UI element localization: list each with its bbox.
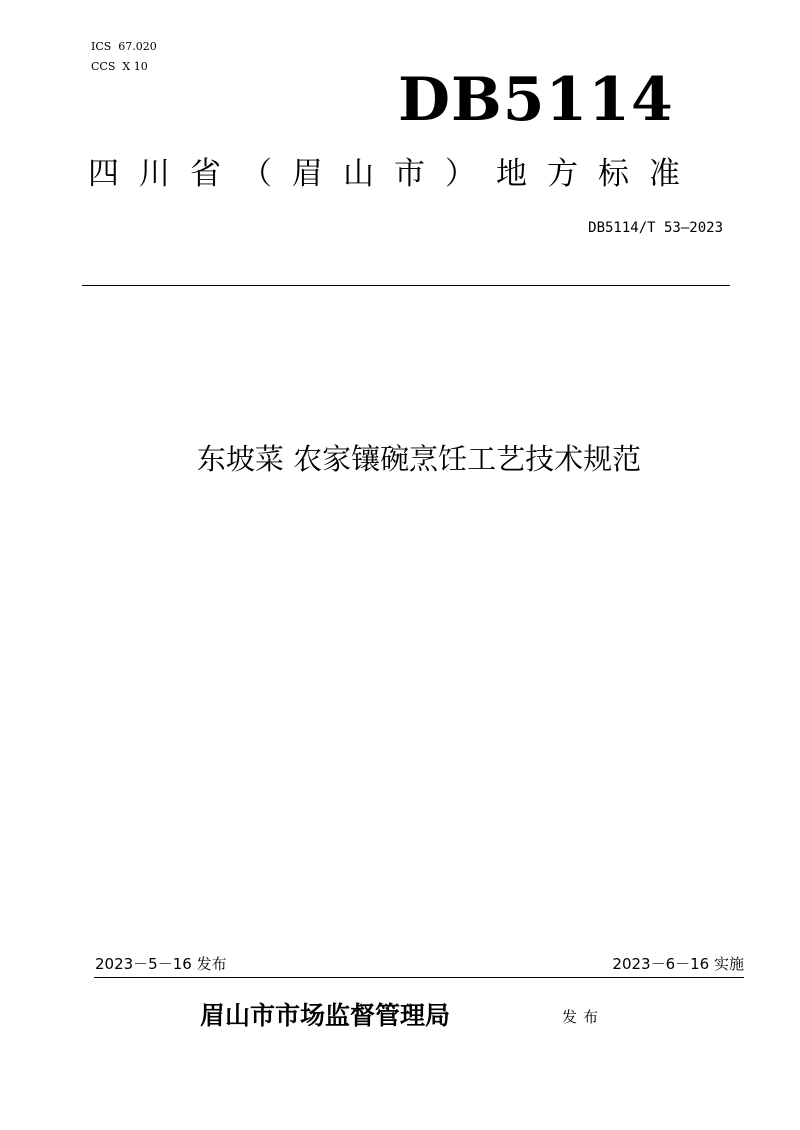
issuer-suffix: 发布: [562, 1008, 605, 1026]
header-divider: [82, 285, 730, 286]
implementation-date: 2023－6－16 实施: [612, 955, 744, 973]
document-title: 东坡菜 农家镶碗烹饪工艺技术规范: [196, 442, 642, 476]
issue-date: 2023－5－16 发布: [95, 955, 227, 973]
footer-divider: [94, 977, 744, 978]
ccs-code: CCS X 10: [91, 60, 148, 73]
issuing-authority: 眉山市市场监督管理局: [200, 1001, 451, 1030]
standard-logo: DB5114: [398, 65, 674, 135]
standard-number: DB5114/T 53—2023: [588, 220, 723, 236]
ics-code: ICS 67.020: [91, 40, 157, 53]
standard-level: 四川省（眉山市）地方标准: [88, 156, 700, 192]
